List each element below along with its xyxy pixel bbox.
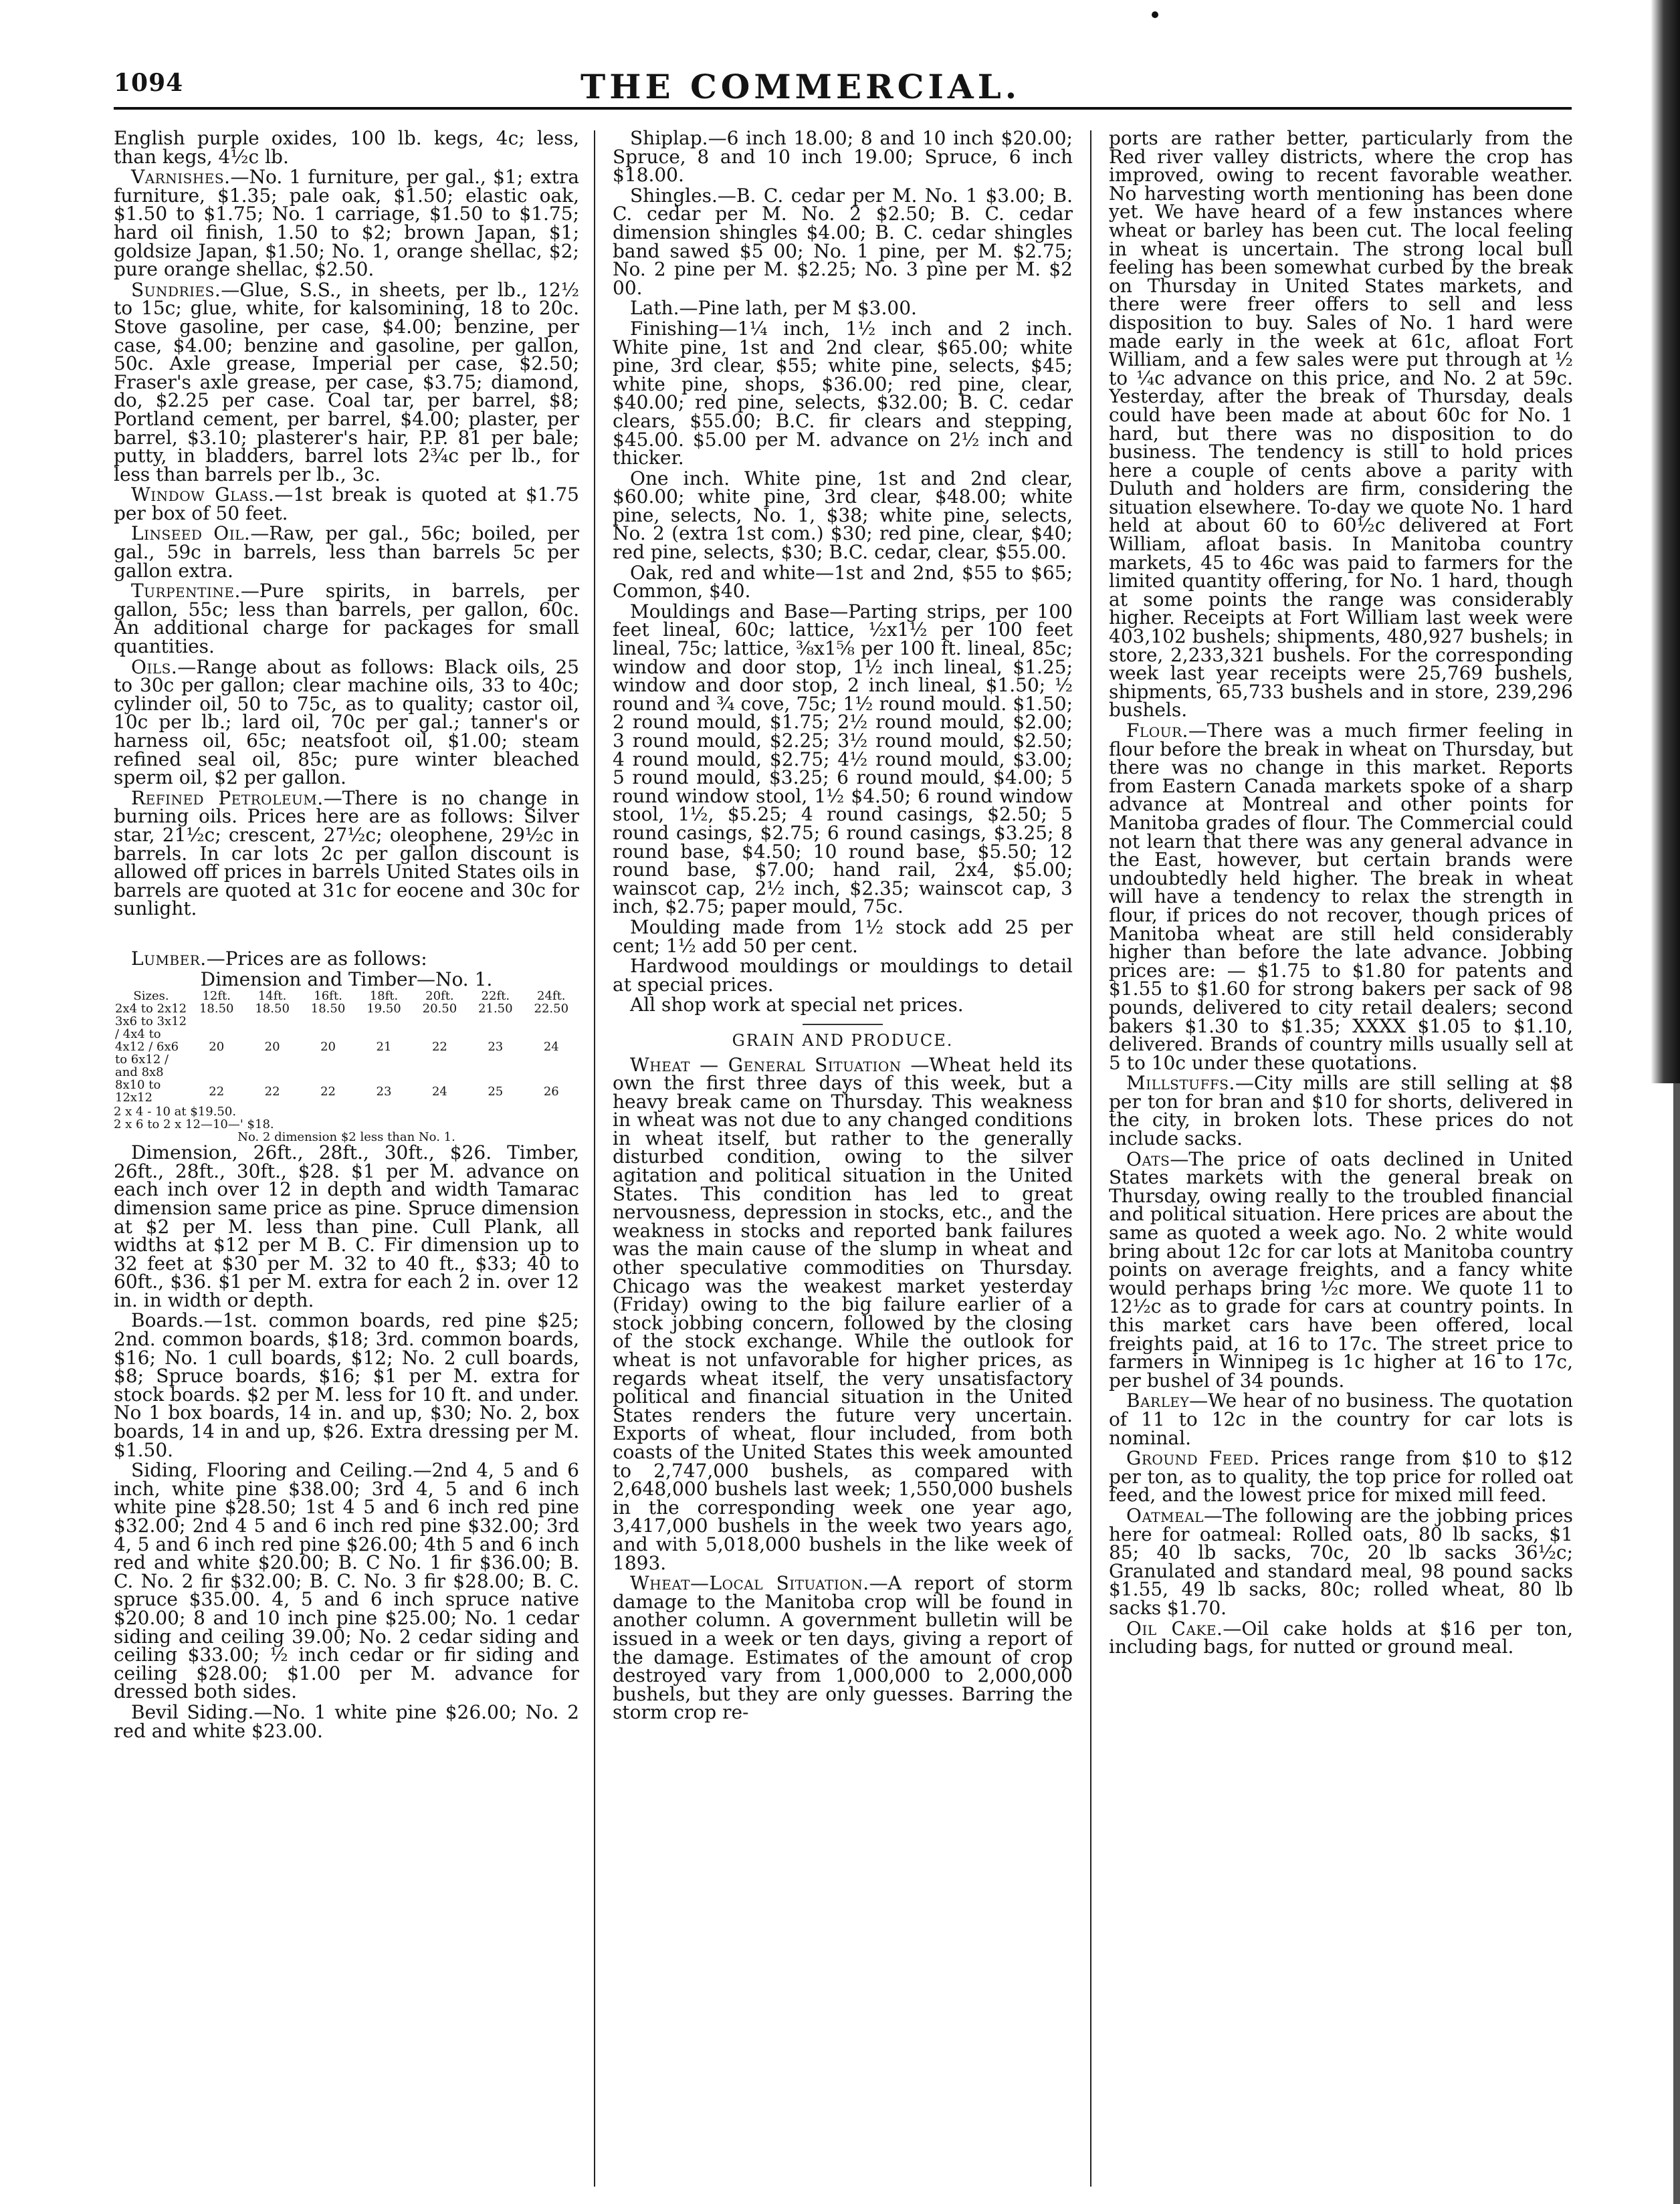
heading-turpentine: Turpentine. — [131, 580, 241, 602]
heading-barley: Barley — [1126, 1390, 1190, 1412]
table-cell: 8x10 to 12x12 — [115, 1078, 161, 1105]
paragraph-purple-oxides: English purple oxides, 100 lb. kegs, 4c; less, than kegs, 4½c lb. — [114, 129, 579, 168]
paragraph-finishing: Finishing—1¼ inch, 1½ inch and 2 inch. White pine, 1st and 2nd clear, $65.00; white pine, 3rd clear, $55; white pine, selects, $45; white pine, shops, $36.00; red pine, clear, $40.00; red pine, selects, $32.00; B. C. cedar clears, $55.00; B.C. fir clears and stepping, $45.00. $5.00 per M. advance on 2½ inch and thicker. — [613, 317, 1073, 469]
heading-wheat-local: Wheat—Local Situation. — [630, 1572, 869, 1595]
heading-ground-feed: Ground Feed. — [1126, 1447, 1260, 1470]
paragraph-moulding-stock: Moulding made from 1½ stock add 25 per cent; 1½ add 50 per cent. — [613, 915, 1073, 957]
paragraph-mouldings: Mouldings and Base—Parting strips, per 100 feet lineal, 60c; lattice, ½x1½ per 100 feet lineal, 75c; lattice, ⅜x1⅝ per 100 ft. lineal, 85c; window and door stop, 1½ inch lineal, $1.25; window and door stop, 2 inch lineal, $1.50; ½ round and ¾ cove, 75c; 1½ round mould. $1.50; 2 round mould, $1.75; 2½ round mould, $2.00; 3 round mould, $2.25; 3½ round mould, $2.50; 4 round mould, $2.75; 4½ round mould, $3.00; 5 round mould, $3.25; 6 round mould, $4.00; 5 round window stool, 1½ $4.50; 6 round window stool, 1½, $5.25; 4 round casings, $2.50; 5 round casings, $2.75; 6 round casings, $3.25; 8 round base, $4.50; 10 round base, $5.50; 12 round base, $7.00; hand rail, 2x4, $5.00; wainscot cap, 2½ inch, $2.35; wainscot cap, 3 inch, $2.75; paper mould, 75c. — [613, 600, 1073, 918]
lumber-header-14ft: 14ft. — [257, 989, 287, 1004]
heading-varnishes: Varnishes. — [131, 166, 231, 189]
paragraph-shingles: Shingles.—B. C. cedar per M. No. 1 $3.00; B. C. cedar per M. No. 2 $2.50; B. C. cedar dimension shingles $4.00; B. C. cedar shingles band sawed $5 00; No. 1 pine, per M. $2.75; No. 2 pine per M. $2.25; No. 3 pine per M. $2 00. — [613, 184, 1073, 299]
paragraph-window-glass: Window Glass.—1st break is quoted at $1.75 per box of 50 feet. — [114, 483, 579, 524]
column-divider — [594, 130, 595, 2187]
page-edge — [1673, 1083, 1680, 2204]
paragraph-oak: Oak, red and white—1st and 2nd, $55 to $65; Common, $40. — [613, 561, 1073, 602]
table-cell: 23 — [376, 1084, 392, 1099]
table-cell: 22 — [320, 1084, 336, 1099]
table-cell: 19.50 — [366, 1002, 401, 1016]
paragraph-oats: Oats—The price of oats declined in United States markets with the general break on Thursday, owing really to the troubled financial and political situation. Here prices are about the same as quoted a week ago. No. 2 white would bring about 12c for car lots at Manitoba country points on average freights, and a fancy white would perhaps bring ½c more. We quote 11 to 12½c as to grade for cars at country points. In this market cars have been offered, local freights paid, at 16 to 17c. The street price to farmers in Winnipeg is 1c higher at 16 to 17c, per bushel of 34 pounds. — [1109, 1147, 1573, 1392]
heading-oats: Oats — [1126, 1147, 1170, 1170]
page-edge-damage — [1651, 0, 1680, 1083]
paragraph-shiplap: Shiplap.—6 inch 18.00; 8 and 10 inch $20.00; Spruce, 8 and 10 inch 19.00; Spruce, 6 inch $18.00. — [613, 129, 1073, 187]
lumber-header-16ft: 16ft. — [314, 989, 342, 1004]
section-rule — [803, 1024, 883, 1025]
page-number: 1094 — [114, 69, 184, 97]
lumber-header-24ft: 24ft. — [537, 989, 566, 1004]
table-cell: 25 — [488, 1084, 504, 1099]
table-cell: 20.50 — [422, 1002, 457, 1016]
table-row — [114, 1079, 579, 1104]
lumber-table-header-row — [114, 990, 579, 1002]
lumber-header-20ft: 20ft. — [425, 989, 454, 1004]
table-cell: 20 — [264, 1040, 280, 1055]
paragraph-boards: Boards.—1st. common boards, red pine $25; 2nd. common boards, $18; 3rd. common boards, $16; No. 1 cull boards, $12; No. 2 cull boards, $8; Spruce boards, $16; $1 per M. extra for stock boards. $2 per M. less for 10 ft. and under. No 1 box boards, 14 in. and up, $30; No. 2, box boards, 14 in and up, $26. Extra dressing per M. $1.50. — [114, 1309, 579, 1461]
lumber-table-title: Dimension and Timber—No. 1. — [200, 968, 493, 990]
table-cell: 22 — [209, 1084, 225, 1099]
heading-refined-petroleum: Refined Petroleum. — [131, 786, 324, 809]
paragraph-lath: Lath.—Pine lath, per M $3.00. — [630, 297, 917, 320]
heading-wheat-general: Wheat — General Situation — [630, 1053, 902, 1076]
table-cell: 22.50 — [534, 1002, 569, 1016]
paragraph-linseed-oil: Linseed Oil.—Raw, per gal., 56c; boiled, per gal., 59c in barrels, less than barrels 5c per gallon extra. — [114, 522, 579, 582]
heading-millstuffs: Millstuffs. — [1126, 1072, 1235, 1095]
paragraph-lumber: Lumber.—Prices are as follows: — [131, 947, 427, 970]
lumber-header-18ft: 18ft. — [369, 989, 399, 1004]
paragraph-dimension: Dimension, 26ft., 28ft., 30ft., $26. Timber, 26ft., 28ft., 30ft., $28. $1 per M. advance on each inch over 12 in depth and width Tamarac dimension same price as pine. Spruce dimension at $2 per M. less than pine. Cull Plank, all widths at $12 per M B. C. Fir dimension up to 32 feet at $30 per M. 32 to 40 ft., $33; 40 to 60ft., $36. $1 per M. extra for each 2 in. over 12 in. in width or depth. — [114, 1141, 579, 1311]
table-cell: 20 — [209, 1040, 225, 1055]
table-cell: 21 — [376, 1040, 392, 1055]
paragraph-one-inch: One inch. White pine, 1st and 2nd clear, $60.00; white pine, 3rd clear, $48.00; white pine, selects, No. 1, $38; white pine, selects, No. 2 (extra 1st com.) $30; red pine, clear, $40; red pine, selects, $30; B.C. cedar, clear, $55.00. — [613, 467, 1073, 564]
heading-oil-cake: Oil Cake. — [1126, 1617, 1223, 1640]
table-cell: 23 — [488, 1040, 504, 1055]
paragraph-oil-cake: Oil Cake.—Oil cake holds at $16 per ton, including bags, for nutted or ground meal. — [1109, 1617, 1573, 1658]
paragraph-wheat-general: Wheat — General Situation —Wheat held its own the first three days of this week, but a heavy break came on Thursday. This weakness in wheat was not due to any changed conditions in wheat itself, but rather to the generally disturbed condition, owing to the silver agitation and political situation in the United States. This condition has led to great nervousness, depression in stocks, etc., and the weakness in stocks and reported bank failures was the main cause of the slump in wheat and other speculative commodities on Thursday. Chicago was the weakest market yesterday (Friday) owing to the big failure earlier of a stock jobbing concern, followed by the closing of the stock exchange. While the outlook for wheat is not unfavorable for higher prices, as regards wheat itself, the very unsatisfactory political and financial situation in the United States renders the future very uncertain. Exports of wheat, flour included, from both coasts of the United States this week amounted to 2,747,000 bushels, as compared with 2,648,000 bushels last week; 1,550,000 bushels in the corresponding week one year ago, 3,417,000 bushels in the week two years ago, and with 5,018,000 bushels in the like week of 1893. — [613, 1053, 1073, 1574]
heading-oils: Oils. — [131, 655, 178, 678]
table-row — [114, 1015, 579, 1079]
paragraph-shop-work: All shop work at special net prices. — [630, 994, 964, 1016]
column-divider — [1090, 130, 1091, 2187]
table-row — [114, 1002, 579, 1015]
table-cell: 21.50 — [478, 1002, 513, 1016]
paragraph-siding-flooring: Siding, Flooring and Ceiling.—2nd 4, 5 and 6 inch, white pine $38.00; 3rd 4, 5 and 6 inch white pine $28.50; 1st 4 5 and 6 inch red pine $32.00; 2nd 4 5 and 6 inch red pine $32.00; 3rd 4, 5 and 6 inch red pine $26.00; 4th 5 and 6 inch red and white $20.00; B. C No. 1 fir $36.00; B. C. No. 2 fir $32.00; B. C. No. 3 fir $28.00; B. C. spruce $35.00. 4, 5 and 6 inch spruce native $20.00; 8 and 10 inch pine $25.00; No. 1 cedar siding and ceiling 39.00; No. 2 cedar siding and ceiling $33.00; ½ inch cedar or fir siding and ceiling $28.00; $1.00 per M. advance for dressed both sides. — [114, 1459, 579, 1703]
paragraph-wheat-local: Wheat—Local Situation.—A report of storm damage to the Manitoba crop will be found in another column. A government bulletin will be issued in a week or ten days, giving a report of the damage. Estimates of the amount of crop destroyed vary from 1,000,000 to 2,000,000 bushels, but they are only guesses. Barring the storm crop re- — [613, 1572, 1073, 1724]
spacer — [114, 920, 579, 950]
paragraph-oatmeal: Oatmeal—The following are the jobbing prices here for oatmeal: Rolled oats, 80 lb sacks, $1 85; 40 lb sacks, 70c, 20 lb sacks 36½c; Granulated and standard meal, 98 pound sacks $1.55, 49 lb sacks, 80c; rolled wheat, 80 lb sacks $1.70. — [1109, 1504, 1573, 1619]
table-cell: 3x6 to 3x12 / 4x4 to 4x12 / 6x6 to 6x12 / and 8x8 — [115, 1014, 187, 1080]
paragraph-millstuffs: Millstuffs.—City mills are still selling at $8 per ton for bran and $10 for shorts, delivered in the city, in broken lots. These prices do not include sacks. — [1109, 1072, 1573, 1150]
heading-window-glass: Window Glass. — [131, 483, 275, 506]
column-1 — [114, 129, 579, 2189]
paragraph-ground-feed: Ground Feed. Prices range from $10 to $12 per ton, as to quality, the top price for rolled oat feed, and the lowest price for mixed mill feed. — [1109, 1447, 1573, 1507]
paragraph-sundries: Sundries.—Glue, S.S., in sheets, per lb., 12½ to 15c; glue, white, for kalsomining, 18 to 20c. Stove gasoline, per case, $4.00; benzine, per case, $4.00; benzine and gasoline, per gallon, 50c. Axle grease, Imperial per case, $2.50; Fraser's axle grease, per case, $3.75; diamond, do, $2.25 per case. Coal tar, per barrel, $8; Portland cement, per barrel, $4.00; plaster, per barrel, $3.10; plasterer's hair, P.P. 81 per bale; putty, in bladders, barrel lots 2¾c per lb., for less than barrels per lb., 3c. — [114, 278, 579, 485]
paragraph-barley: Barley—We hear of no business. The quotation of 11 to 12c in the country for car lots is nominal. — [1109, 1390, 1573, 1449]
lumber-header-sizes: Sizes. — [133, 989, 169, 1004]
table-cell: 18.50 — [255, 1002, 290, 1016]
table-cell: 24 — [431, 1084, 447, 1099]
paragraph-refined-petroleum: Refined Petroleum.—There is no change in burning oils. Prices here are as follows: Silver star, 21½c; crescent, 27½c; oleophene, 29½c in barrels. In car lots 2c per gallon discount is allowed off prices in barrels United States oils in barrels are quoted at 31c for eocene and 30c for sunlight. — [114, 786, 579, 920]
lumber-price-table — [114, 990, 579, 1104]
column-2 — [613, 129, 1073, 2189]
lumber-note: 2 x 6 to 2 x 12—10—' $18. — [114, 1117, 274, 1132]
paragraph-flour: Flour.—There was a much firmer feeling in flour before the break in wheat on Thursday, but there was no change in this market. Reports from Eastern Canada markets spoke of a sharp advance at Montreal and other points for Manitoba grades of flour. The Commercial could not learn that there was any general advance in the East, however, but certain brands were undoubtedly held higher. The break in wheat will have a tendency to relax the strength in flour, if prices do not recover, though prices of Manitoba wheat are still held considerably higher than before the late advance. Jobbing prices are: — $1.75 to $1.80 for patents and $1.55 to $1.60 for strong bakers per sack of 98 pounds, delivered to city retail dealers; second bakers $1.30 to $1.35; XXXX $1.05 to $1.10, delivered. Brands of country mills usually sell at 5 to 10c under these quotations. — [1109, 720, 1573, 1074]
heading-oatmeal: Oatmeal — [1126, 1504, 1204, 1527]
heading-lumber: Lumber. — [131, 947, 207, 970]
paragraph-turpentine: Turpentine.—Pure spirits, in barrels, per gallon, 55c; less than barrels, per gallon, 60c. An additional charge for packages for small quantities. — [114, 580, 579, 658]
paragraph-hardwood-mouldings: Hardwood mouldings or mouldings to detail at special prices. — [613, 955, 1073, 996]
heading-sundries: Sundries. — [131, 278, 221, 301]
table-cell: 2x4 to 2x12 — [115, 1002, 187, 1016]
lumber-note: 2 x 4 - 10 at $19.50. — [114, 1105, 237, 1119]
paragraph-oils: Oils.—Range about as follows: Black oils, 25 to 30c per gallon; clear machine oils, 33 to 40c; cylinder oil, 50 to 75c, as to quality; castor oil, 10c per lb.; lard oil, 70c per gal.; tanner's or harness oil, 65c; neatsfoot oil, $1.00; steam refined seal oil, 85c; pure winter bleached sperm oil, $2 per gallon. — [114, 655, 579, 789]
paragraph-bevil-siding: Bevil Siding.—No. 1 white pine $26.00; No. 2 red and white $23.00. — [114, 1700, 579, 1742]
table-cell: 20 — [320, 1040, 336, 1055]
table-cell: 24 — [543, 1040, 559, 1055]
table-cell: 26 — [543, 1084, 559, 1099]
paragraph-crop-reports: ports are rather better, particularly from the Red river valley districts, where the crop has improved, owing to recent favorable weather. No harvesting worth mentioning has been done yet. We have heard of a few instances where wheat or barley has been cut. The local feeling in wheat is uncertain. The strong local bull feeling has been somewhat curbed by the break on Thursday in United States markets, and there were freer offers to sell and less disposition to buy. Sales of No. 1 hard were made early in the week at 61c, afloat Fort William, and a few sales were put through at ½ to ¼c advance on this price, and No. 2 at 59c. Yesterday, after the break of Thursday, deals could have been made at about 60c for No. 1 hard, but there was no disposition to do business. The tendency is still to hold prices here a couple of cents above a parity with Duluth and holders are firm, considering the situation elsewhere. To-day we quote No. 1 hard held at about 60 to 60½c delivered at Fort William, afloat basis. In Manitoba country markets, 45 to 46c was paid to farmers for the limited quantity offering, for No. 1 hard, though at some points the range was considerably higher. Receipts at Fort William last week were 403,102 bushels; shipments, 480,927 bushels; in store, 2,233,321 bushels. For the corresponding week last year receipts were 25,769 bushels, shipments, 65,733 bushels and in store, 239,296 bushels. — [1109, 129, 1573, 722]
lumber-note: No. 2 dimension $2 less than No. 1. — [237, 1130, 455, 1145]
lumber-header-12ft: 12ft. — [202, 989, 231, 1004]
table-cell: 18.50 — [199, 1002, 234, 1016]
table-cell: 22 — [431, 1040, 447, 1055]
masthead-title: THE COMMERCIAL. — [581, 67, 1021, 106]
table-cell: 22 — [264, 1084, 280, 1099]
header-rule — [114, 107, 1572, 110]
lumber-header-22ft: 22ft. — [481, 989, 510, 1004]
table-cell: 18.50 — [310, 1002, 346, 1016]
heading-flour: Flour. — [1126, 720, 1188, 742]
section-heading-grain-produce: GRAIN AND PRODUCE. — [732, 1030, 954, 1050]
paragraph-varnishes: Varnishes.—No. 1 furniture, per gal., $1; extra furniture, $1.35; pale oak, $1.50; elastic oak, $1.50 to $1.75; No. 1 carriage, $1.50 to $1.75; hard oil finish, 1.50 to $2; brown Japan, $1; goldsize Japan, $1.50; No. 1, orange shellac, $2; pure orange shellac, $2.50. — [114, 166, 579, 281]
heading-linseed-oil: Linseed Oil. — [131, 522, 251, 545]
bullet-mark — [1152, 11, 1158, 18]
column-3 — [1109, 129, 1573, 2189]
